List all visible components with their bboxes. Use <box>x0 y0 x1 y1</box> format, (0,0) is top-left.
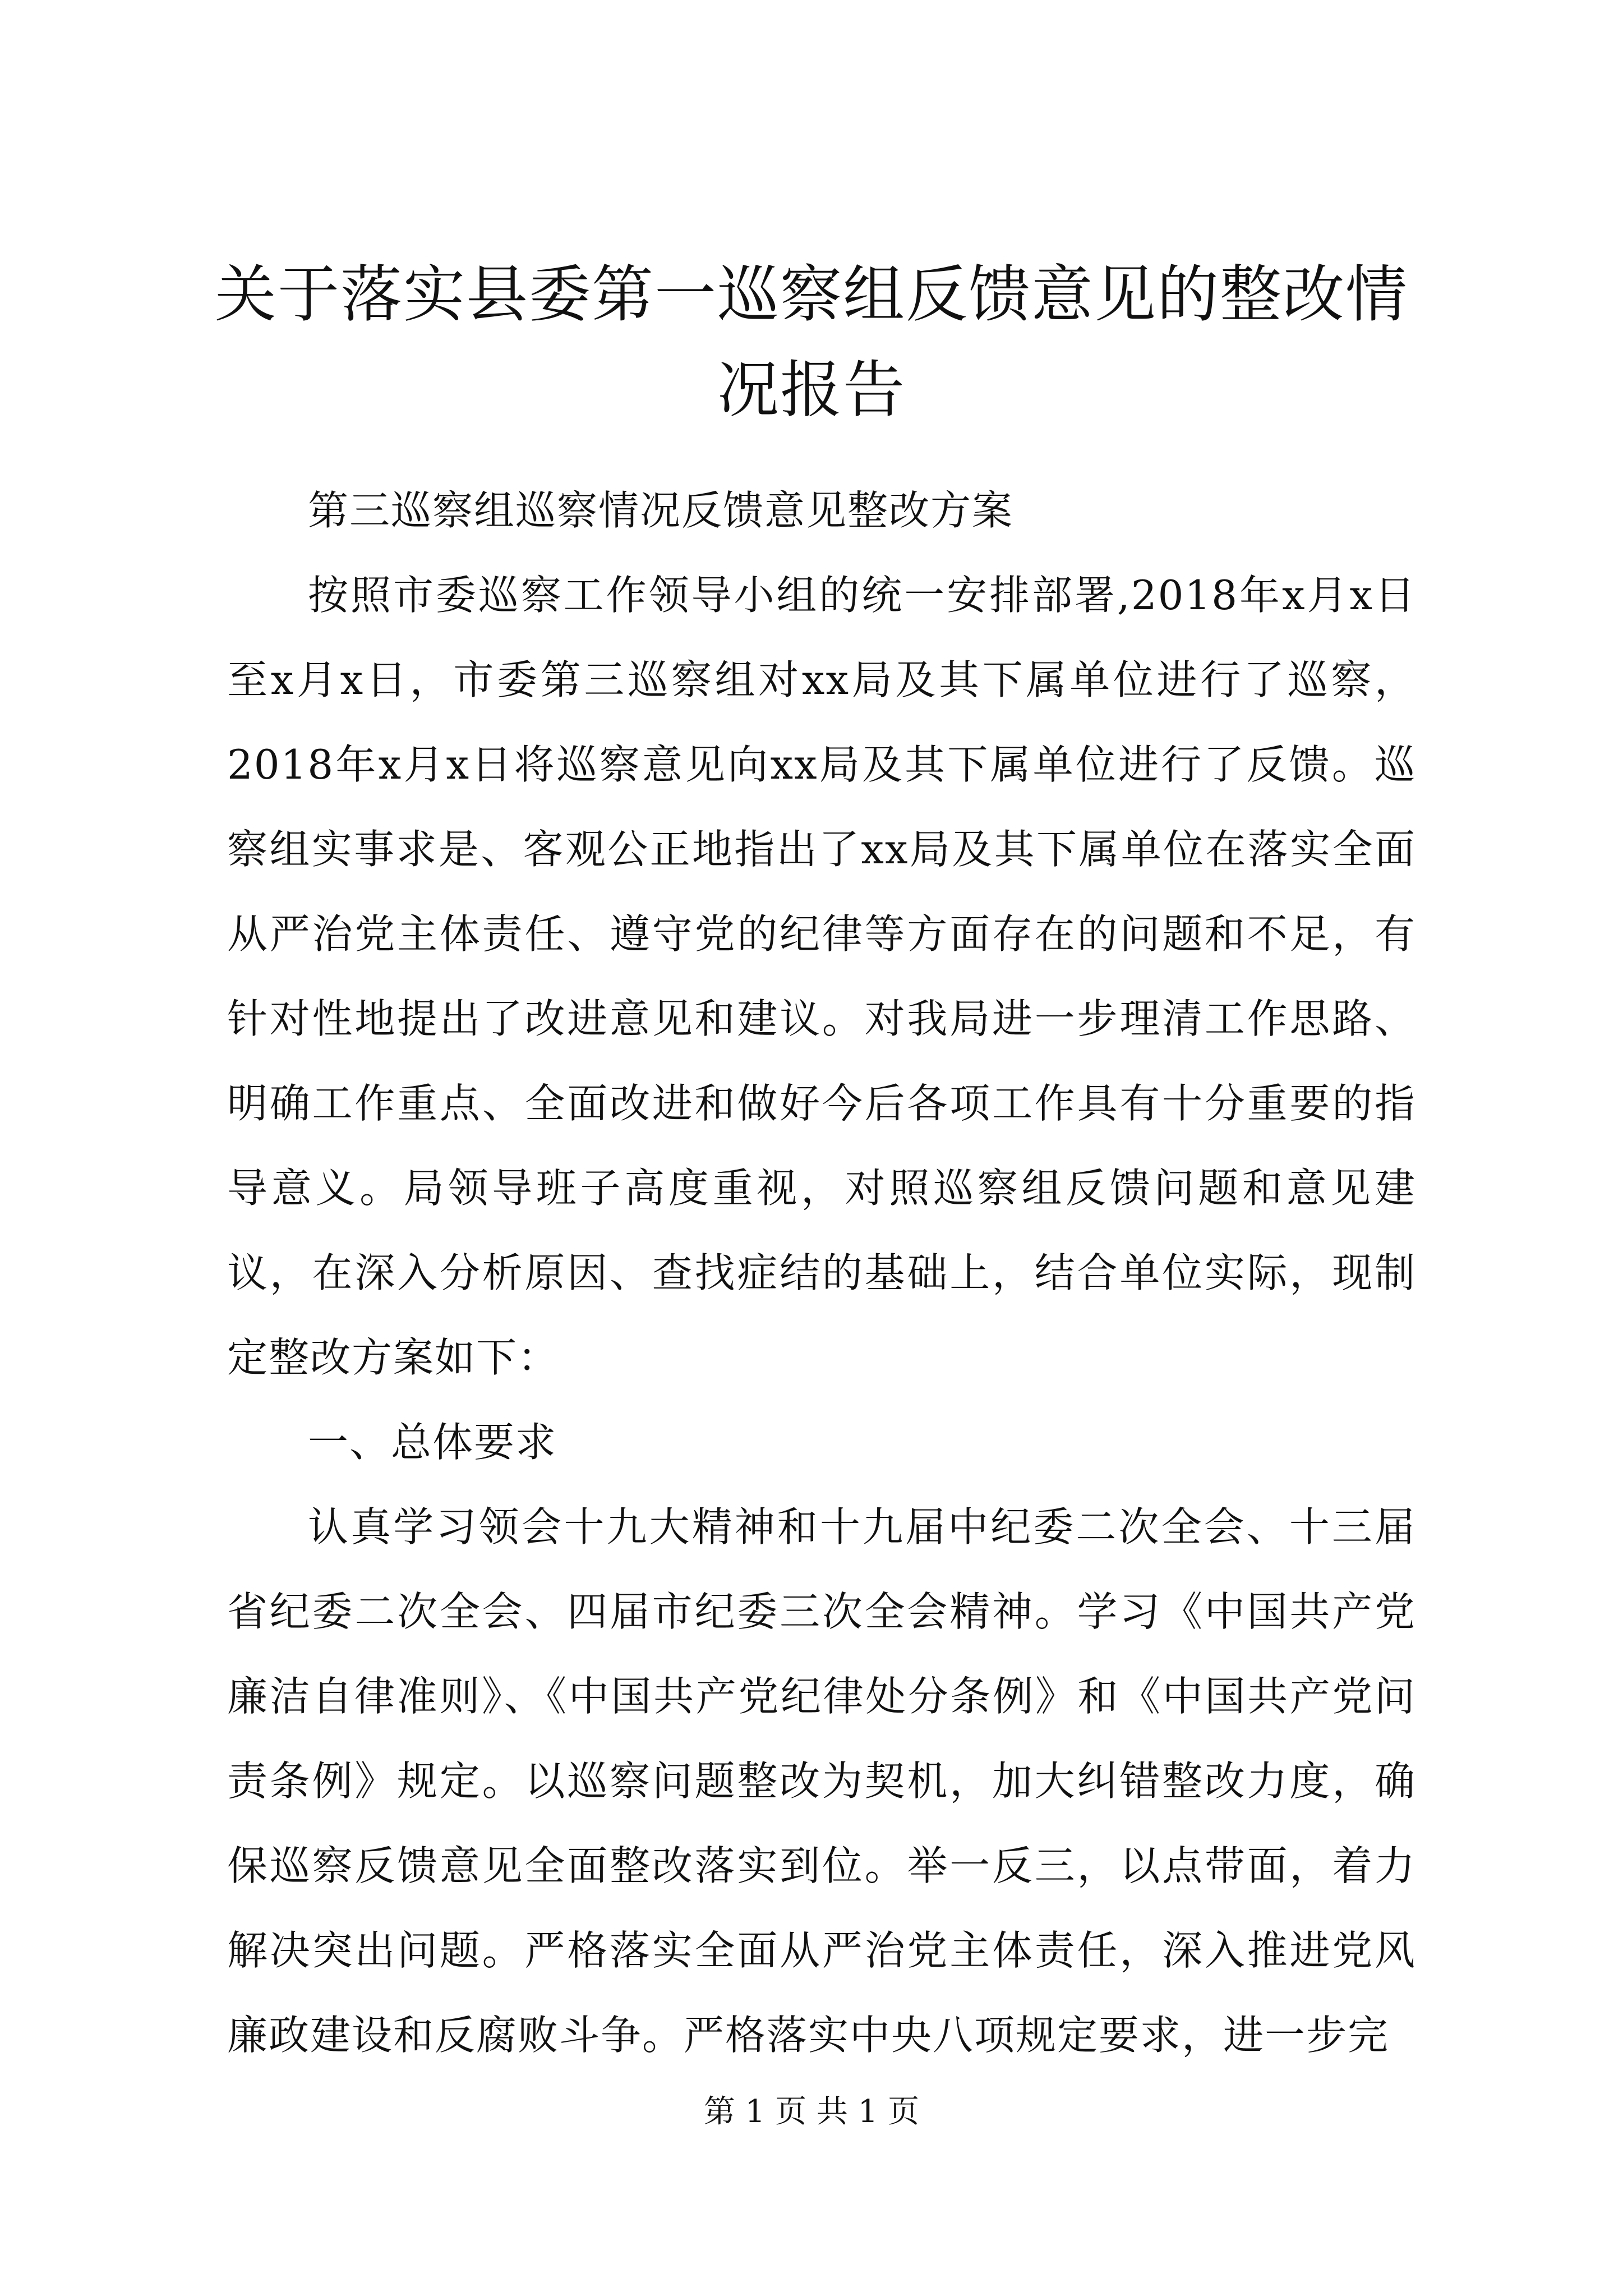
page-footer: 第 1 页 共 1 页 <box>703 2093 920 2130</box>
paragraph-requirements: 认真学习领会十九大精神和十九届中纪委二次全会、十三届省纪委二次全会、四届市纪委三次全会精神。学习《中国共产党廉洁自律准则》、《中国共产党纪律处分条例》和《中国共产党问责条例》规定。以巡察问题整改为契机，加大纠错整改力度，确保巡察反馈意见全面整改落实到位。举一反三，以点带面，着力解决突出问题。严格落实全面从严治党主体责任，深入推进党风廉政建设和反腐败斗争。严格落实中央八项规定要求，进一步完 <box>227 1503 1416 2059</box>
section-heading: 一、总体要求 <box>308 1419 557 1466</box>
paragraph-intro: 按照市委巡察工作领导小组的统一安排部署,2018年x月x日至x月x日，市委第三巡察组对xx局及其下属单位进行了巡察，2018年x月x日将巡察意见向xx局及其下属单位进行了反馈。巡察组实事求是、客观公正地指出了xx局及其下属单位在落实全面从严治党主体责任、遵守党的纪律等方面存在的问题和不足，有针对性地提出了改进意见和建议。对我局进一步理清工作思路、明确工作重点、全面改进和做好今后各项工作具有十分重要的指导意义。局领导班子高度重视，对照巡察组反馈问题和意见建议，在深入分析原因、查找症结的基础上，结合单位实际，现制定整改方案如下： <box>227 572 1416 1381</box>
document-body <box>227 468 1416 2078</box>
paragraph-subtitle: 第三巡察组巡察情况反馈意见整改方案 <box>308 487 1014 534</box>
document-title: 关于落实县委第一巡察组反馈意见的整改情况报告 <box>215 259 1408 426</box>
